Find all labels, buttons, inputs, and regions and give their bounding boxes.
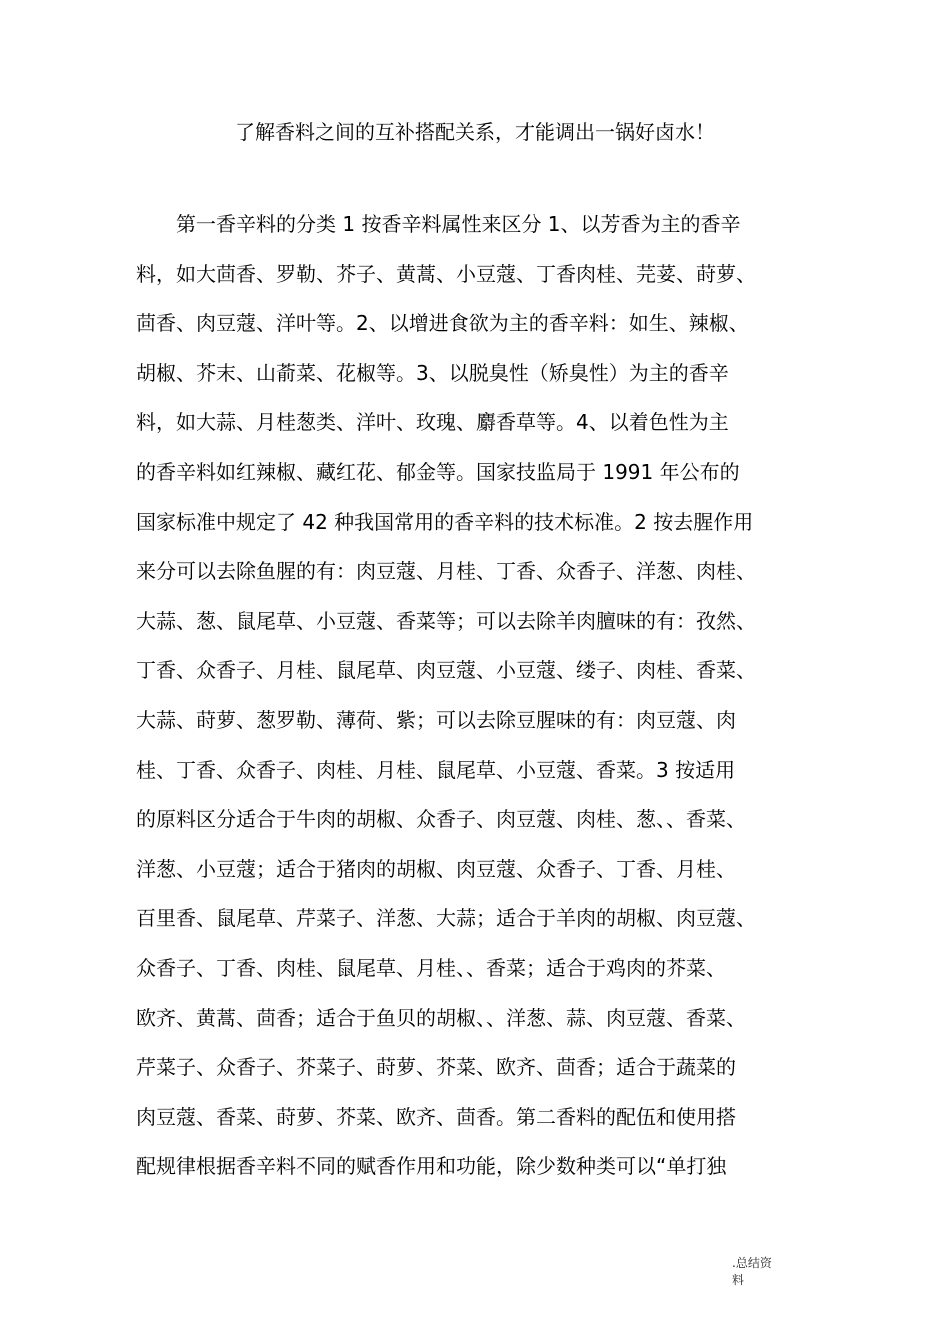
text-line: 的香辛料如红辣椒、藏红花、郁金等。国家技监局于 1991 年公布的 — [136, 459, 740, 484]
footer-line: 料 — [732, 1273, 745, 1287]
text-line: 芹菜子、众香子、芥菜子、莳萝、芥菜、欧齐、茴香；适合于蔬菜的 — [136, 1055, 736, 1080]
text-line: 肉豆蔻、香菜、莳萝、芥菜、欧齐、茴香。第二香料的配伍和使用搭 — [136, 1104, 736, 1129]
text-line: 洋葱、小豆蔻；适合于猪肉的胡椒、肉豆蔻、众香子、丁香、月桂、 — [136, 856, 736, 881]
text-line: 胡椒、芥末、山萮菜、花椒等。3、以脱臭性（矫臭性）为主的香辛 — [136, 360, 729, 385]
text-line: 丁香、众香子、月桂、鼠尾草、肉豆蔻、小豆蔻、缕子、肉桂、香菜、 — [136, 658, 756, 683]
text-line: 百里香、鼠尾草、芹菜子、洋葱、大蒜；适合于羊肉的胡椒、肉豆蔻、 — [136, 906, 756, 931]
page-footer — [732, 1255, 772, 1289]
text-line: 料，如大茴香、罗勒、芥子、黄蒿、小豆蔻、丁香肉桂、芫荽、莳萝、 — [136, 261, 756, 286]
text-line: 配规律根据香辛料不同的赋香作用和功能，除少数种类可以“单打独 — [136, 1154, 727, 1179]
text-line: 料，如大蒜、月桂葱类、洋叶、玫瑰、麝香草等。4、以着色性为主 — [136, 410, 729, 435]
text-line: 茴香、肉豆蔻、洋叶等。2、以增进食欲为主的香辛料：如生、辣椒、 — [136, 311, 749, 336]
document-title: 了解香料之间的互补搭配关系，才能调出一锅好卤水！ — [235, 120, 715, 144]
text-line: 桂、丁香、众香子、肉桂、月桂、鼠尾草、小豆蔻、香菜。3 按适用 — [136, 757, 736, 782]
body-paragraph — [136, 200, 836, 1192]
text-line: 国家标准中规定了 42 种我国常用的香辛料的技术标准。2 按去腥作用 — [136, 509, 754, 534]
text-line: 大蒜、莳萝、葱罗勒、薄荷、紫；可以去除豆腥味的有：肉豆蔻、肉 — [136, 707, 736, 732]
text-line: 的原料区分适合于牛肉的胡椒、众香子、肉豆蔻、肉桂、葱、、香菜、 — [136, 807, 746, 832]
text-line: 第一香辛料的分类 1 按香辛料属性来区分 1、以芳香为主的香辛 — [136, 212, 741, 236]
text-line: 欧齐、黄蒿、茴香；适合于鱼贝的胡椒、、洋葱、蒜、肉豆蔻、香菜、 — [136, 1005, 746, 1030]
text-line: 众香子、丁香、肉桂、鼠尾草、月桂、、香菜；适合于鸡肉的芥菜、 — [136, 955, 726, 980]
text-line: 来分可以去除鱼腥的有：肉豆蔻、月桂、丁香、众香子、洋葱、肉桂、 — [136, 559, 756, 584]
text-line: 大蒜、葱、鼠尾草、小豆蔻、香菜等；可以去除羊肉膻味的有：孜然、 — [136, 608, 756, 633]
footer-line: .总结资 — [732, 1256, 772, 1270]
